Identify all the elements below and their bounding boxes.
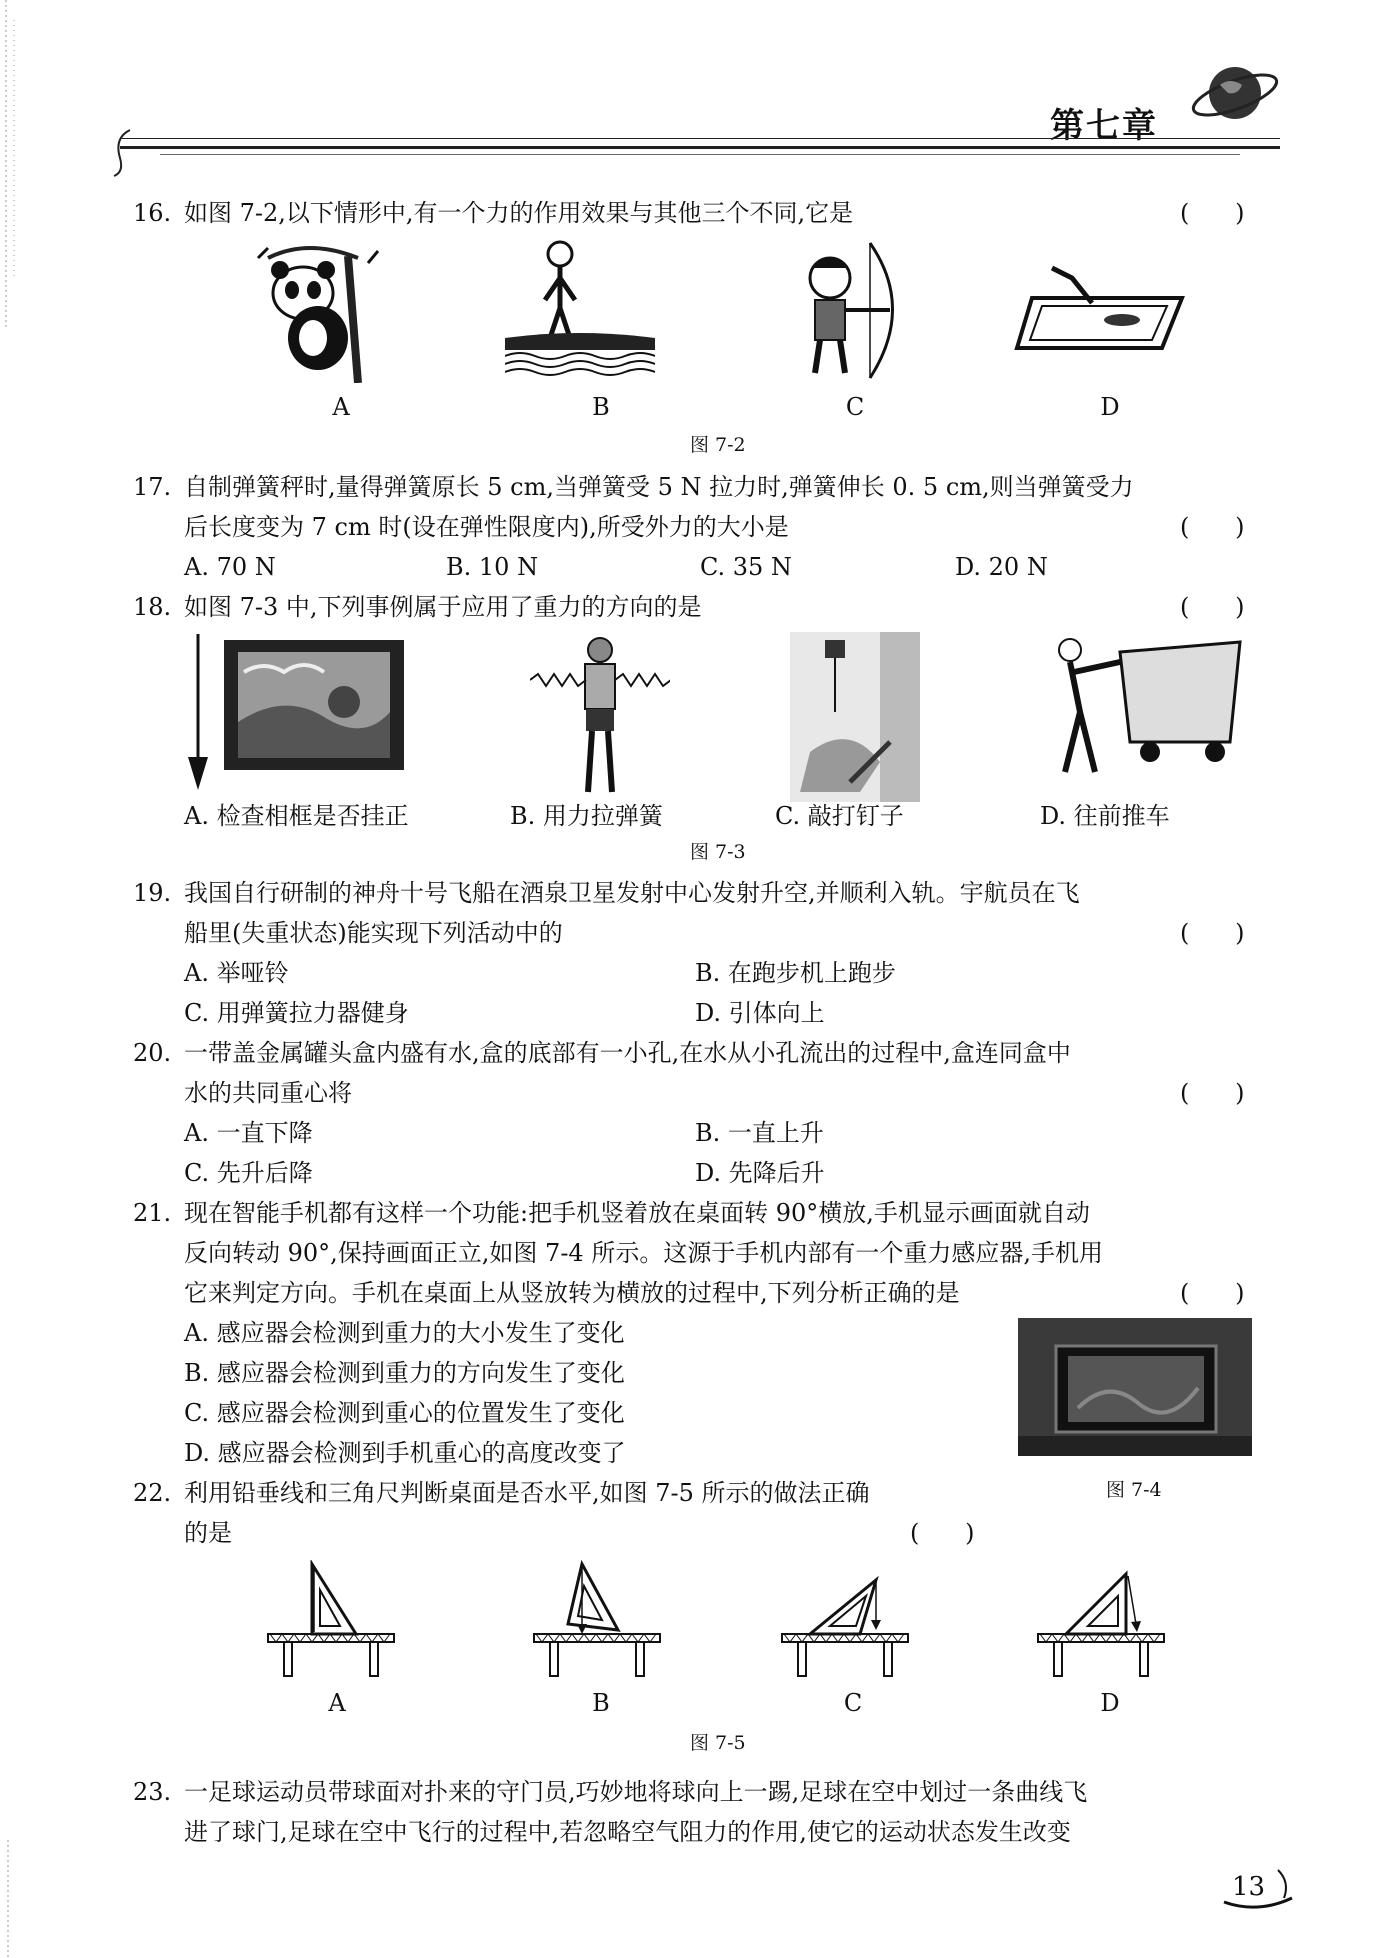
q19-option-d: D. 引体向上: [695, 999, 825, 1027]
q19-number: 19.: [133, 879, 172, 907]
q21-option-d: D. 感应器会检测到手机重心的高度改变了: [184, 1439, 626, 1467]
figure-7-5-caption: 图 7-5: [690, 1732, 746, 1754]
hammering-nail-illustration: [790, 632, 920, 802]
q19-option-b: B. 在跑步机上跑步: [695, 959, 896, 987]
q21-option-a: A. 感应器会检测到重力的大小发生了变化: [184, 1319, 625, 1347]
q20-number: 20.: [133, 1039, 172, 1067]
q22-label-c: C: [843, 1689, 863, 1717]
q21-text-line1: 现在智能手机都有这样一个功能:把手机竖着放在桌面转 90°横放,手机显示画面就自动: [184, 1199, 1090, 1227]
q22-label-b: B: [592, 1689, 610, 1717]
figure-7-2-caption: 图 7-2: [690, 434, 746, 456]
header-rule-thin: [120, 138, 1280, 139]
q20-option-d: D. 先降后升: [695, 1159, 825, 1187]
q20-text-line2: 水的共同重心将: [184, 1079, 352, 1107]
q21-option-c: C. 感应器会检测到重心的位置发生了变化: [184, 1399, 625, 1427]
q21-number: 21.: [133, 1199, 172, 1227]
q19-answer-paren: ( ): [1180, 919, 1245, 947]
q18-answer-paren: ( ): [1180, 593, 1245, 621]
page-number-ornament: [1218, 1862, 1298, 1912]
figure-7-4-caption: 图 7-4: [1106, 1479, 1162, 1501]
man-stretching-spring-illustration: [530, 632, 670, 802]
q23-number: 23.: [133, 1778, 172, 1806]
q23-text-line2: 进了球门,足球在空中飞行的过程中,若忽略空气阻力的作用,使它的运动状态发生改变: [184, 1818, 1071, 1846]
q19-option-a: A. 举哑铃: [184, 959, 289, 987]
q16-text: 如图 7-2,以下情形中,有一个力的作用效果与其他三个不同,它是: [184, 199, 854, 227]
q20-option-a: A. 一直下降: [184, 1119, 313, 1147]
man-pushing-cart-illustration: [1040, 632, 1250, 782]
q16-label-a: A: [332, 393, 350, 421]
q18-option-d: D. 往前推车: [1040, 802, 1170, 830]
header-rule-bottom: [160, 154, 1240, 155]
panda-on-branch-illustration: [248, 238, 388, 383]
q16-label-b: B: [592, 393, 610, 421]
q22-text-line2: 的是: [184, 1519, 232, 1547]
q19-text-line2: 船里(失重状态)能实现下列活动中的: [184, 919, 563, 947]
chapter-title: 第七章: [1050, 106, 1158, 146]
q22-answer-paren: ( ): [910, 1519, 975, 1547]
q21-text-line2: 反向转动 90°,保持画面正立,如图 7-4 所示。这源于手机内部有一个重力感应器,手机用: [184, 1239, 1103, 1267]
q21-option-b: B. 感应器会检测到重力的方向发生了变化: [184, 1359, 625, 1387]
table-triangle-option-a-diagram: [266, 1560, 396, 1680]
q18-option-c: C. 敲打钉子: [775, 802, 904, 830]
q22-label-d: D: [1100, 1689, 1120, 1717]
q17-text-line1: 自制弹簧秤时,量得弹簧原长 5 cm,当弹簧受 5 N 拉力时,弹簧伸长 0. 5 cm,则当弹簧受力: [184, 473, 1134, 501]
q21-answer-paren: ( ): [1180, 1279, 1245, 1307]
figure-7-3-caption: 图 7-3: [690, 841, 746, 863]
q18-text: 如图 7-3 中,下列事例属于应用了重力的方向的是: [184, 593, 702, 621]
q17-option-c: C. 35 N: [700, 553, 792, 581]
picture-frame-with-plumb-line-illustration: [184, 632, 414, 792]
q19-text-line1: 我国自行研制的神舟十号飞船在酒泉卫星发射中心发射升空,并顺利入轨。宇航员在飞: [184, 879, 1080, 907]
q17-option-b: B. 10 N: [446, 553, 539, 581]
header-hook-ornament: [108, 128, 138, 178]
q17-option-d: D. 20 N: [955, 553, 1048, 581]
q16-number: 16.: [133, 199, 172, 227]
q17-number: 17.: [133, 473, 172, 501]
table-triangle-option-b-diagram: [532, 1560, 662, 1680]
q16-label-c: C: [845, 393, 865, 421]
q19-option-c: C. 用弹簧拉力器健身: [184, 999, 409, 1027]
boy-on-diving-board-illustration: [505, 238, 655, 378]
q18-option-a: A. 检查相框是否挂正: [184, 802, 409, 830]
q16-label-d: D: [1100, 393, 1120, 421]
q17-option-a: A. 70 N: [184, 553, 276, 581]
scan-edge-texture: [0, 0, 24, 1958]
q23-text-line1: 一足球运动员带球面对扑来的守门员,巧妙地将球向上一踢,足球在空中划过一条曲线飞: [184, 1778, 1088, 1806]
phone-on-table-photo: [1018, 1318, 1252, 1456]
page-number: 13: [1232, 1872, 1266, 1902]
header-rule-thick: [120, 146, 1280, 149]
q20-text-line1: 一带盖金属罐头盒内盛有水,盒的底部有一小孔,在水从小孔流出的过程中,盒连同盒中: [184, 1039, 1071, 1067]
q21-text-line3: 它来判定方向。手机在桌面上从竖放转为横放的过程中,下列分析正确的是: [184, 1279, 960, 1307]
q18-number: 18.: [133, 593, 172, 621]
globe-icon: [1180, 55, 1280, 135]
boy-drawing-bow-illustration: [790, 238, 910, 383]
q22-text-line1: 利用铅垂线和三角尺判断桌面是否水平,如图 7-5 所示的做法正确: [184, 1479, 870, 1507]
table-triangle-option-d-diagram: [1036, 1560, 1166, 1680]
table-triangle-option-c-diagram: [780, 1560, 910, 1680]
q20-option-c: C. 先升后降: [184, 1159, 313, 1187]
q20-answer-paren: ( ): [1180, 1079, 1245, 1107]
q18-option-b: B. 用力拉弹簧: [510, 802, 663, 830]
q16-answer-paren: ( ): [1180, 199, 1245, 227]
q20-option-b: B. 一直上升: [695, 1119, 824, 1147]
q17-text-line2: 后长度变为 7 cm 时(设在弹性限度内),所受外力的大小是: [184, 513, 789, 541]
q22-number: 22.: [133, 1479, 172, 1507]
slingshot-board-illustration: [1012, 258, 1187, 358]
q17-answer-paren: ( ): [1180, 513, 1245, 541]
q22-label-a: A: [328, 1689, 346, 1717]
